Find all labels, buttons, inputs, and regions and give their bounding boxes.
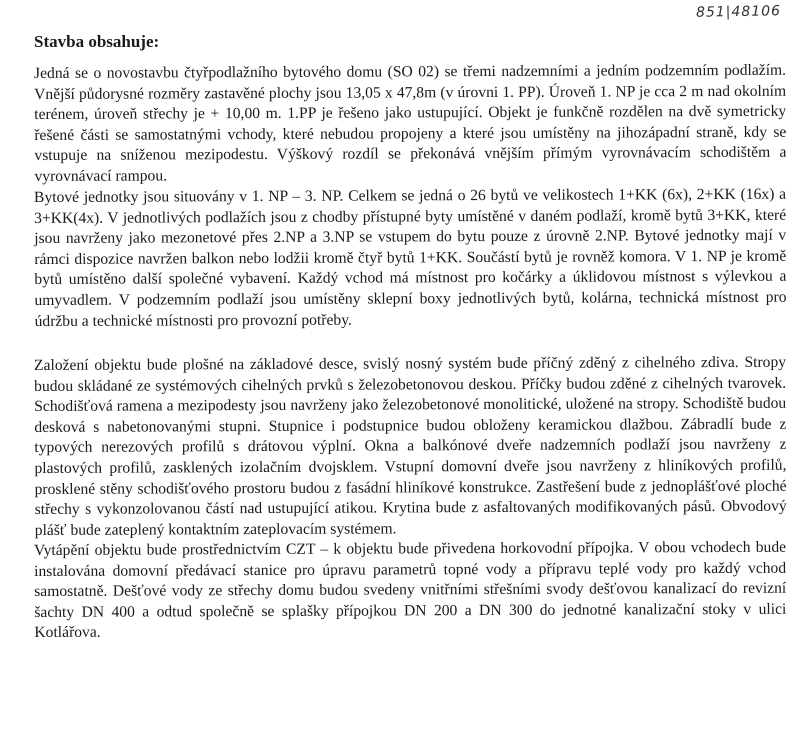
paragraph-building-overview: Jedná se o novostavbu čtyřpodlažního bytového domu (SO 02) se třemi nadzemními a jedním podzemním podlažím. Vnější půdorysné rozměry zastavěné plochy jsou 13,05 x 47,8m (v úrovni 1. PP). Úroveň 1. NP je cca 2 m nad okolním terénem, úroveň střechy je + 10,00 m. 1.PP je řešeno jako ustupující. Objekt je funkčně rozdělen na dvě symetricky řešené části se samostatnými vchody, které nebudou propojeny a které jsou umístěny na jihozápadní straně, kdy se vstupuje na sníženou mezipodestu. Výškový rozdíl se překonává vnějším přímým vyrovnávacím schodištěm a vyrovnávací rampou. xyxy=(34,61,787,185)
paragraph-construction-system: Založení objektu bude plošné na základové desce, svislý nosný systém bude příčný zděný z cihelného zdiva. Stropy budou skládané ze systémových cihelných prvků s železobetonovou deskou. Příčky budou zděné z cihelných tvarovek. Schodišťová ramena a mezipodesty jsou navrženy jako železobetonové monolitické, uložené na stropy. Schodiště budou desková s nabetonovanými stupni. Stupnice i podstupnice budou obloženy keramickou dlažbou. Zábradlí bude z typových nerezových profilů s drátovou výplní. Okna a balkónové dveře nadzemních podlaží jsou navrženy z plastových profilů, zasklených izolačním dvojsklem. Vstupní domovní dveře jsou navrženy z hliníkových profilů, prosklené stěny schodišťového prostoru budou z fasádní hliníkové konstrukce. Zastřešení bude z jednoplášťové ploché střechy s vykonzolovanou částí nad ustupující atikou. Krytina bude z asfaltovaných modifikovaných pásů. Obvodový plášť bude zateplený kontaktním zateplovacím systémem. xyxy=(34,353,787,539)
paragraph-heating-drainage: Vytápění objektu bude prostřednictvím CZT – k objektu bude přivedena horkovodní přípojka. V obou vchodech bude instalována domovní předávací stanice pro úpravu parametrů topné vody a přípravu teplé vody pro každý vchod samostatně. Dešťové vody ze střechy domu budou svedeny vnitřními střešními svody dešťovou kanalizací do revizní šachty DN 400 a odtud společně se splašky přípojkou DN 200 a DN 300 do jednotné kanalizační stoky v ulici Kotlářova. xyxy=(34,538,787,642)
document-body xyxy=(34,61,787,644)
paragraph-apartment-units: Bytové jednotky jsou situovány v 1. NP – 3. NP. Celkem se jedná o 26 bytů ve velikostech 1+KK (6x), 2+KK (16x) a 3+KK(4x). V jednotlivých podlažích jsou z chodby přístupné byty umístěné v daném podlaží, kromě bytů 3+KK, které jsou navrženy jako mezonetové přes 2.NP a 3.NP se vstupem do bytu pouze z úrovně 2.NP. Bytové jednotky mají v rámci dispozice navržen balkon nebo lodžii kromě čtyř bytů 1+KK. Součástí bytů je rovněž komora. V 1. NP je kromě bytů umístěno další společné vybavení. Každý vchod má místnost pro kočárky a úklidovou místnost s výlevkou a umyvadlem. V podzemním podlaží jsou umístěny sklepní boxy jednotlivých bytů, kolárna, technická místnost pro údržbu a technické místnosti pro provozní potřeby. xyxy=(34,185,787,330)
handwritten-reference-number: 851|48106 xyxy=(695,3,782,21)
section-heading: Stavba obsahuje: xyxy=(34,32,160,51)
paragraph-spacer xyxy=(34,332,786,356)
